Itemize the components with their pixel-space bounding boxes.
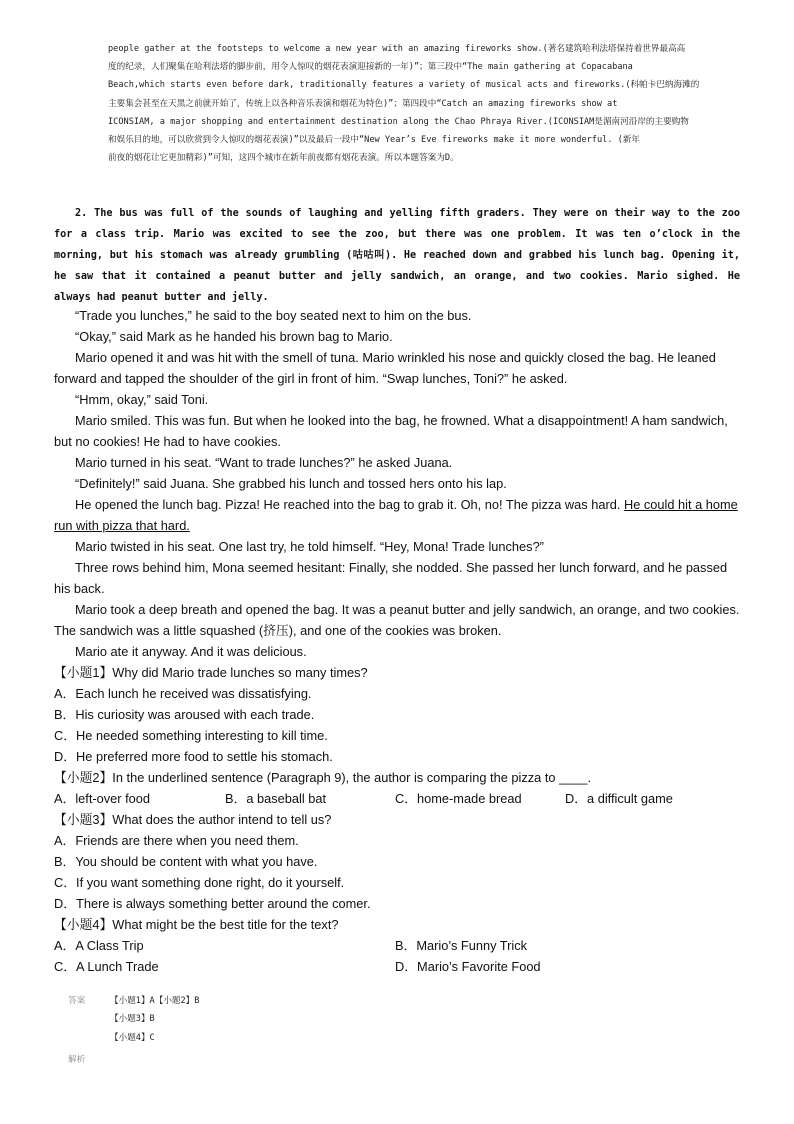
question-2-options: [54, 788, 744, 809]
question-2: 【小题2】In the underlined sentence (Paragraph 9), the author is comparing the pizza to ____.: [54, 770, 592, 785]
answer-line: 【小题4】C: [110, 1032, 155, 1043]
story-paragraph: Mario opened it and was hit with the smell of tuna. Mario wrinkled his nose and quickly closed the bag. He leaned forward and tapped the shoulder of the girl in front of him. “Swap lunches, Toni?” he asked.: [54, 350, 716, 386]
answer-label: 答案: [68, 996, 86, 1006]
analysis-line: people gather at the footsteps to welcome a new year with an amazing fireworks show.(著名建筑哈利法塔保持着世界最高高: [108, 44, 686, 54]
story-paragraph: Mario ate it anyway. And it was delicious.: [75, 644, 307, 659]
answer-section: [68, 992, 199, 1047]
option: A．left-over food: [54, 791, 151, 806]
analysis-line: Beach,which starts even before dark, traditionally features a variety of musical acts and fireworks.(科帕卡巴纳海滩的: [108, 80, 700, 91]
underlined-sentence: He could hit a home run with pizza that hard.: [54, 497, 738, 533]
story-paragraph: “Okay,” said Mark as he handed his brown bag to Mario.: [75, 329, 393, 344]
option: C．home-made bread: [395, 791, 522, 806]
story-paragraph: [54, 494, 744, 536]
option: D．Mario’s Favorite Food: [395, 959, 541, 974]
option: C．A Lunch Trade: [54, 959, 159, 974]
analysis-line: 主要集会甚至在天黑之前就开始了，传统上以各种音乐表演和烟花为特色)”；第四段中“Catch an amazing fireworks show at: [108, 98, 618, 109]
story-paragraph: “Trade you lunches,” he said to the boy seated next to him on the bus.: [75, 308, 472, 323]
story-paragraph: “Hmm, okay,” said Toni.: [75, 392, 209, 407]
option: A．Each lunch he received was dissatisfying.: [54, 686, 312, 701]
story-paragraph: Three rows behind him, Mona seemed hesitant: Finally, she nodded. She passed her lunch forward, and he passed his back.: [54, 560, 728, 596]
question-2-intro: [54, 203, 740, 308]
option: A．Friends are there when you need them.: [54, 833, 299, 848]
answer-line: 【小题3】B: [110, 1014, 155, 1025]
intro-paragraph: 2. The bus was full of the sounds of laughing and yelling fifth graders. They were on their way to the zoo for a class trip. Mario was excited to see the zoo, but there was one problem. It was ten o’clock in the morning, but his stomach was already grumbling (咕咕叫). He reached down and grabbed his lunch bag. Opening it, he saw that it contained a peanut butter and jelly sandwich, an orange, and two cookies. Mario sighed. He always had peanut butter and jelly.: [54, 208, 740, 303]
option: B．Mario’s Funny Trick: [395, 938, 528, 953]
analysis-label: 解析: [68, 1055, 86, 1065]
analysis-line: 前夜的烟花让它更加精彩)”可知，这四个城市在新年前夜都有烟花表演。所以本题答案为D。: [108, 153, 459, 164]
question-4-options-row-1: [54, 935, 744, 956]
option: B．His curiosity was aroused with each trade.: [54, 707, 315, 722]
question-3: 【小题3】What does the author intend to tell us?: [54, 812, 332, 827]
story-paragraph: Mario turned in his seat. “Want to trade lunches?” he asked Juana.: [75, 455, 453, 470]
analysis-line: ICONSIAM, a major shopping and entertainment destination along the Chao Phraya River.(ICONSIAM是湄南河沿岸的主要购物: [108, 116, 689, 127]
analysis-line: 和娱乐目的地，可以欣赏到令人惊叹的烟花表演)”以及最后一段中“New Year’s Eve fireworks make it more wonderful. (新年: [108, 135, 641, 146]
answer-line: 【小题1】A【小题2】B: [110, 996, 200, 1006]
story-paragraph: “Definitely!” said Juana. She grabbed his lunch and tossed hers onto his lap.: [75, 476, 507, 491]
option: D．a difficult game: [565, 791, 673, 806]
option: A．A Class Trip: [54, 938, 144, 953]
story-paragraph: Mario twisted in his seat. One last try, he told himself. “Hey, Mona! Trade lunches?”: [75, 539, 544, 554]
question-4-options-row-2: [54, 956, 744, 977]
option: B．You should be content with what you have.: [54, 854, 318, 869]
story-paragraph: Mario smiled. This was fun. But when he looked into the bag, he frowned. What a disappointment! A ham sandwich, but no cookies! He had to have cookies.: [54, 413, 728, 449]
option: B．a baseball bat: [225, 791, 327, 806]
option: D．There is always something better around the comer.: [54, 896, 371, 911]
option: C．If you want something done right, do it yourself.: [54, 875, 345, 890]
story-text: He opened the lunch bag. Pizza! He reached into the bag to grab it. Oh, no! The pizza was hard.: [75, 497, 624, 512]
story-body: [54, 305, 744, 977]
option: C．He needed something interesting to kill time.: [54, 728, 328, 743]
previous-analysis: [108, 40, 728, 167]
question-1: 【小题1】Why did Mario trade lunches so many times?: [54, 665, 368, 680]
question-4: 【小题4】What might be the best title for the text?: [54, 917, 339, 932]
story-paragraph: Mario took a deep breath and opened the bag. It was a peanut butter and jelly sandwich, an orange, and two cookies. The sandwich was a little squashed (挤压), and one of the cookies was broken.: [54, 602, 740, 638]
option: D．He preferred more food to settle his stomach.: [54, 749, 333, 764]
analysis-line: 度的纪录，人们聚集在哈利法塔的脚步前，用令人惊叹的烟花表演迎接新的一年)”；第三段中“The main gathering at Copacabana: [108, 62, 633, 73]
